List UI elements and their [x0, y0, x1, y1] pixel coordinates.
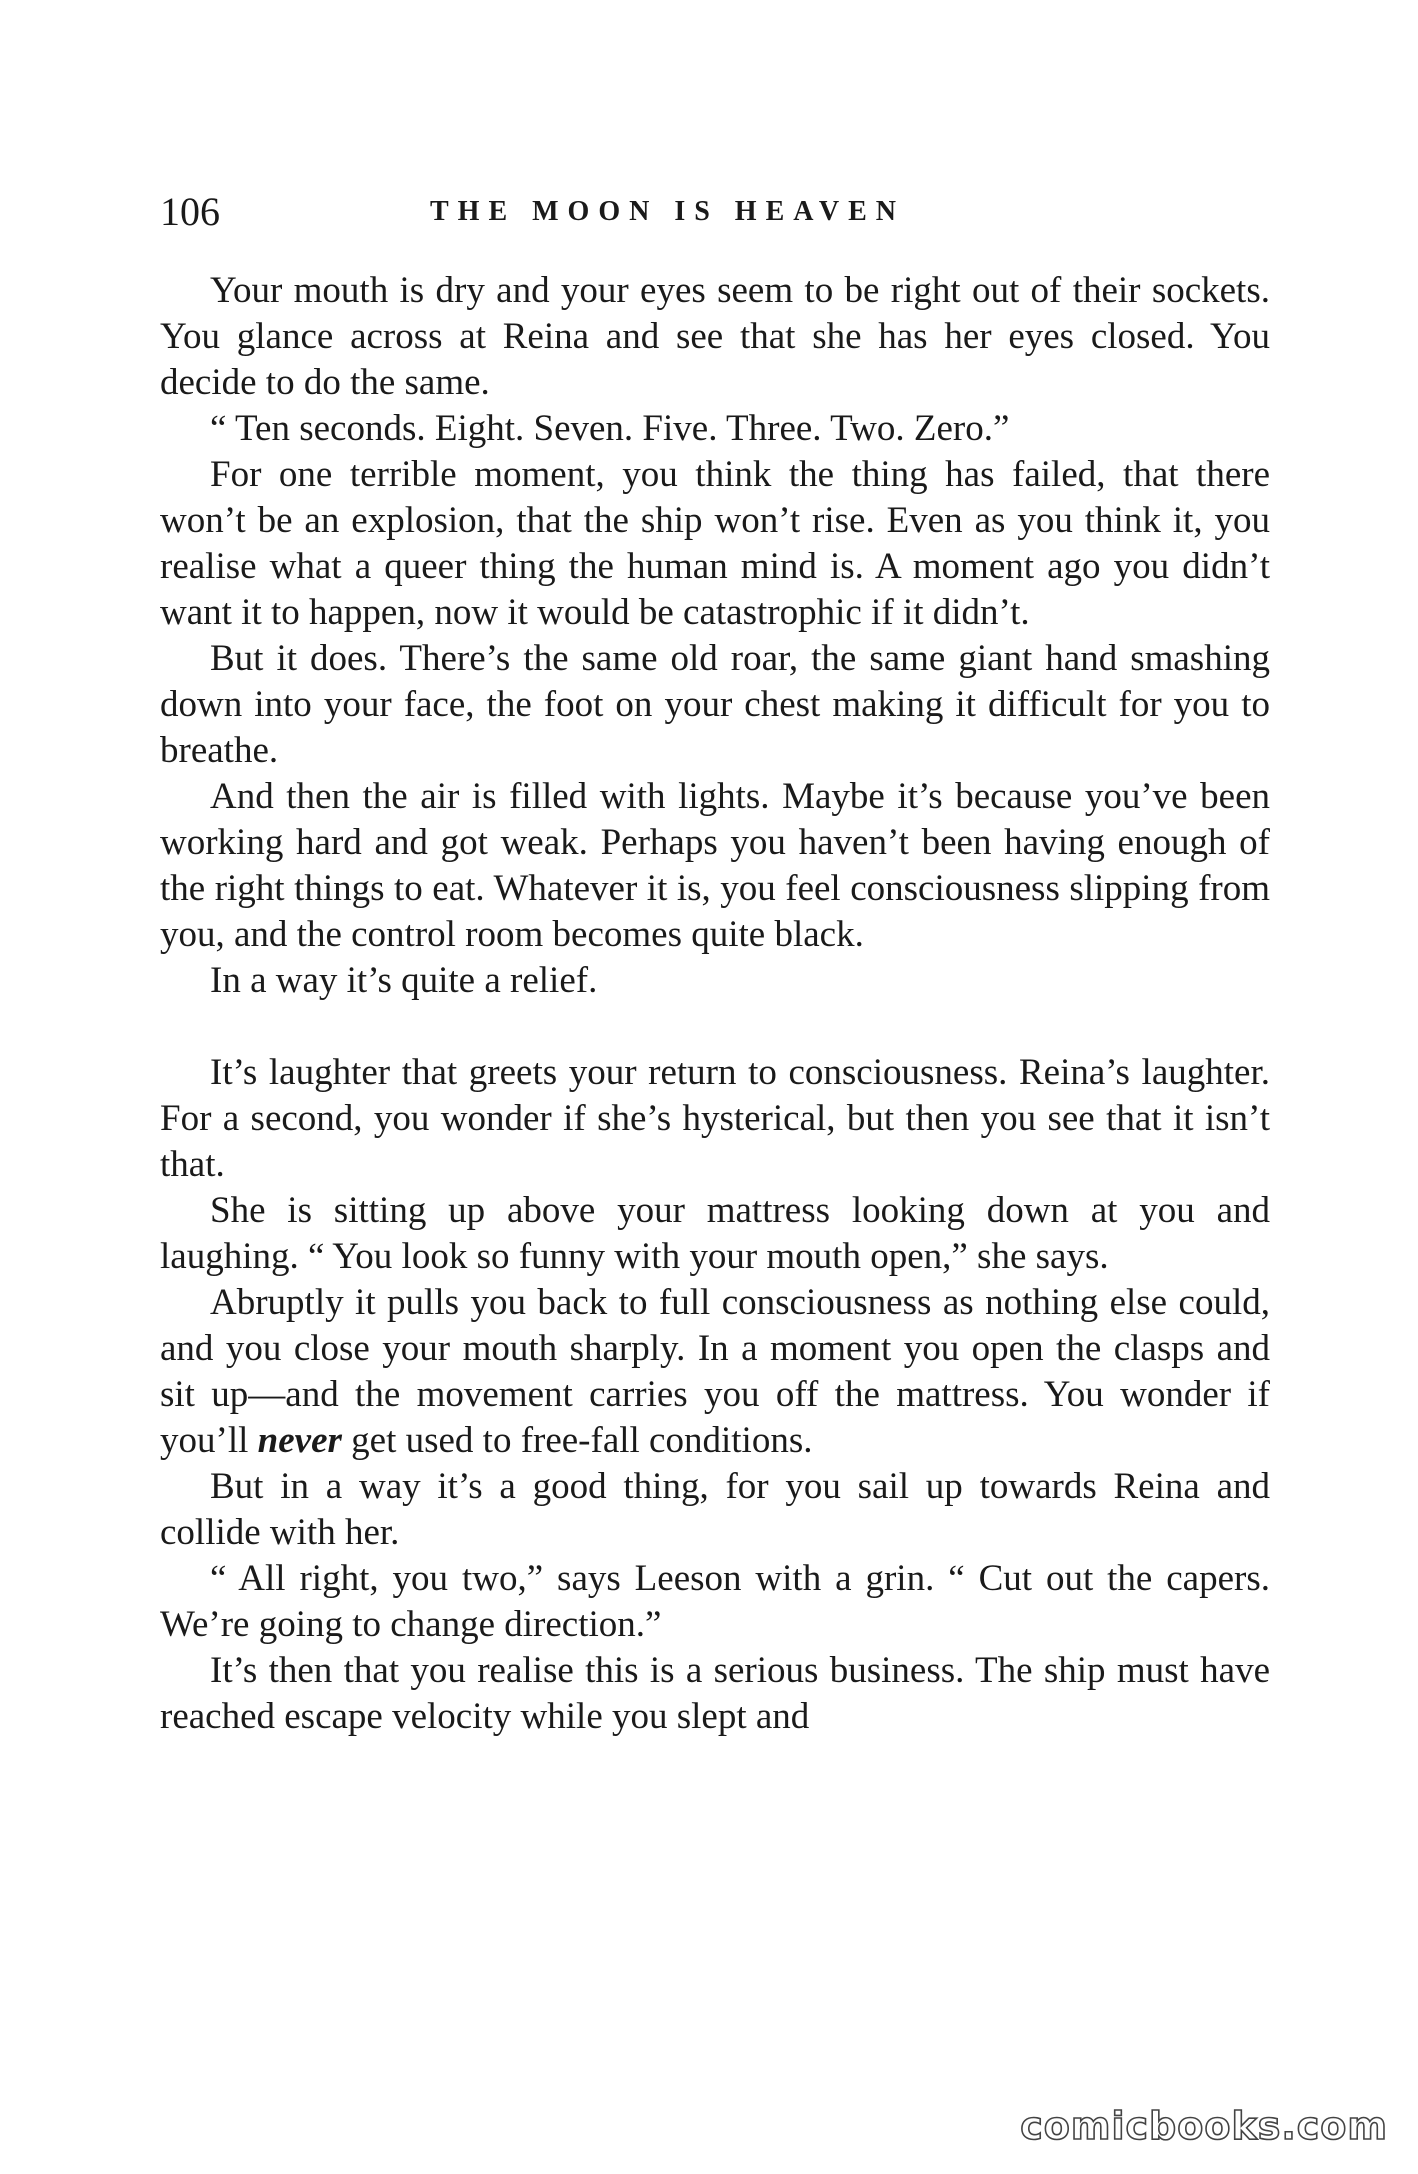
paragraph-text-after: get used to free-fall conditions.	[341, 1420, 813, 1461]
section-break	[160, 1004, 1270, 1050]
paragraph: For one terrible moment, you think the thing has failed, that there won’t be an explosion, that the ship won’t rise. Even as you think it, you realise what a queer thing the human mind is. A moment ago you didn’t want it to happen, now it would be catastrophic if it didn’t.	[160, 454, 1270, 633]
paragraph: And then the air is filled with lights. Maybe it’s because you’ve been working hard and got weak. Perhaps you haven’t been having enough of the right things to eat. Whatever it is, you feel consciousness slipping from you, and the control room becomes quite black.	[160, 776, 1270, 955]
paragraph: She is sitting up above your mattress looking down at you and laughing. “ You look so funny with your mouth open,” she says.	[160, 1190, 1270, 1277]
paragraph: Your mouth is dry and your eyes seem to be right out of their sockets. You glance across at Reina and see that she has her eyes closed. You decide to do the same.	[160, 270, 1270, 403]
emphasis-word: never	[257, 1420, 342, 1461]
running-title: THE MOON IS HEAVEN	[430, 196, 905, 227]
paragraph: It’s then that you realise this is a serious business. The ship must have reached escape velocity while you slept and	[160, 1650, 1270, 1737]
paragraph: In a way it’s quite a relief.	[210, 960, 598, 1001]
paragraph-text-before: Abruptly it pulls you back to full consciousness as nothing else could, and you close your mouth sharply. In a moment you open the clasps and sit up—and the movement carries you off the mattress. You wonder if you’ll	[160, 1282, 1270, 1461]
watermark-logo: comicbooks.com	[1020, 2104, 1388, 2148]
paragraph: But in a way it’s a good thing, for you sail up towards Reina and collide with her.	[160, 1466, 1270, 1553]
body-text	[160, 268, 1270, 1740]
paragraph: It’s laughter that greets your return to consciousness. Reina’s laughter. For a second, you wonder if she’s hysterical, but then you see that it isn’t that.	[160, 1052, 1270, 1185]
paragraph-with-emphasis	[160, 1280, 1270, 1464]
paragraph: But it does. There’s the same old roar, the same giant hand smashing down into your face, the foot on your chest making it difficult for you to breathe.	[160, 638, 1270, 771]
page-number: 106	[160, 189, 220, 234]
paragraph: “ All right, you two,” says Leeson with a grin. “ Cut out the capers. We’re going to change direction.”	[160, 1558, 1270, 1645]
running-head	[160, 182, 1270, 242]
paragraph: “ Ten seconds. Eight. Seven. Five. Three. Two. Zero.”	[210, 408, 1010, 449]
